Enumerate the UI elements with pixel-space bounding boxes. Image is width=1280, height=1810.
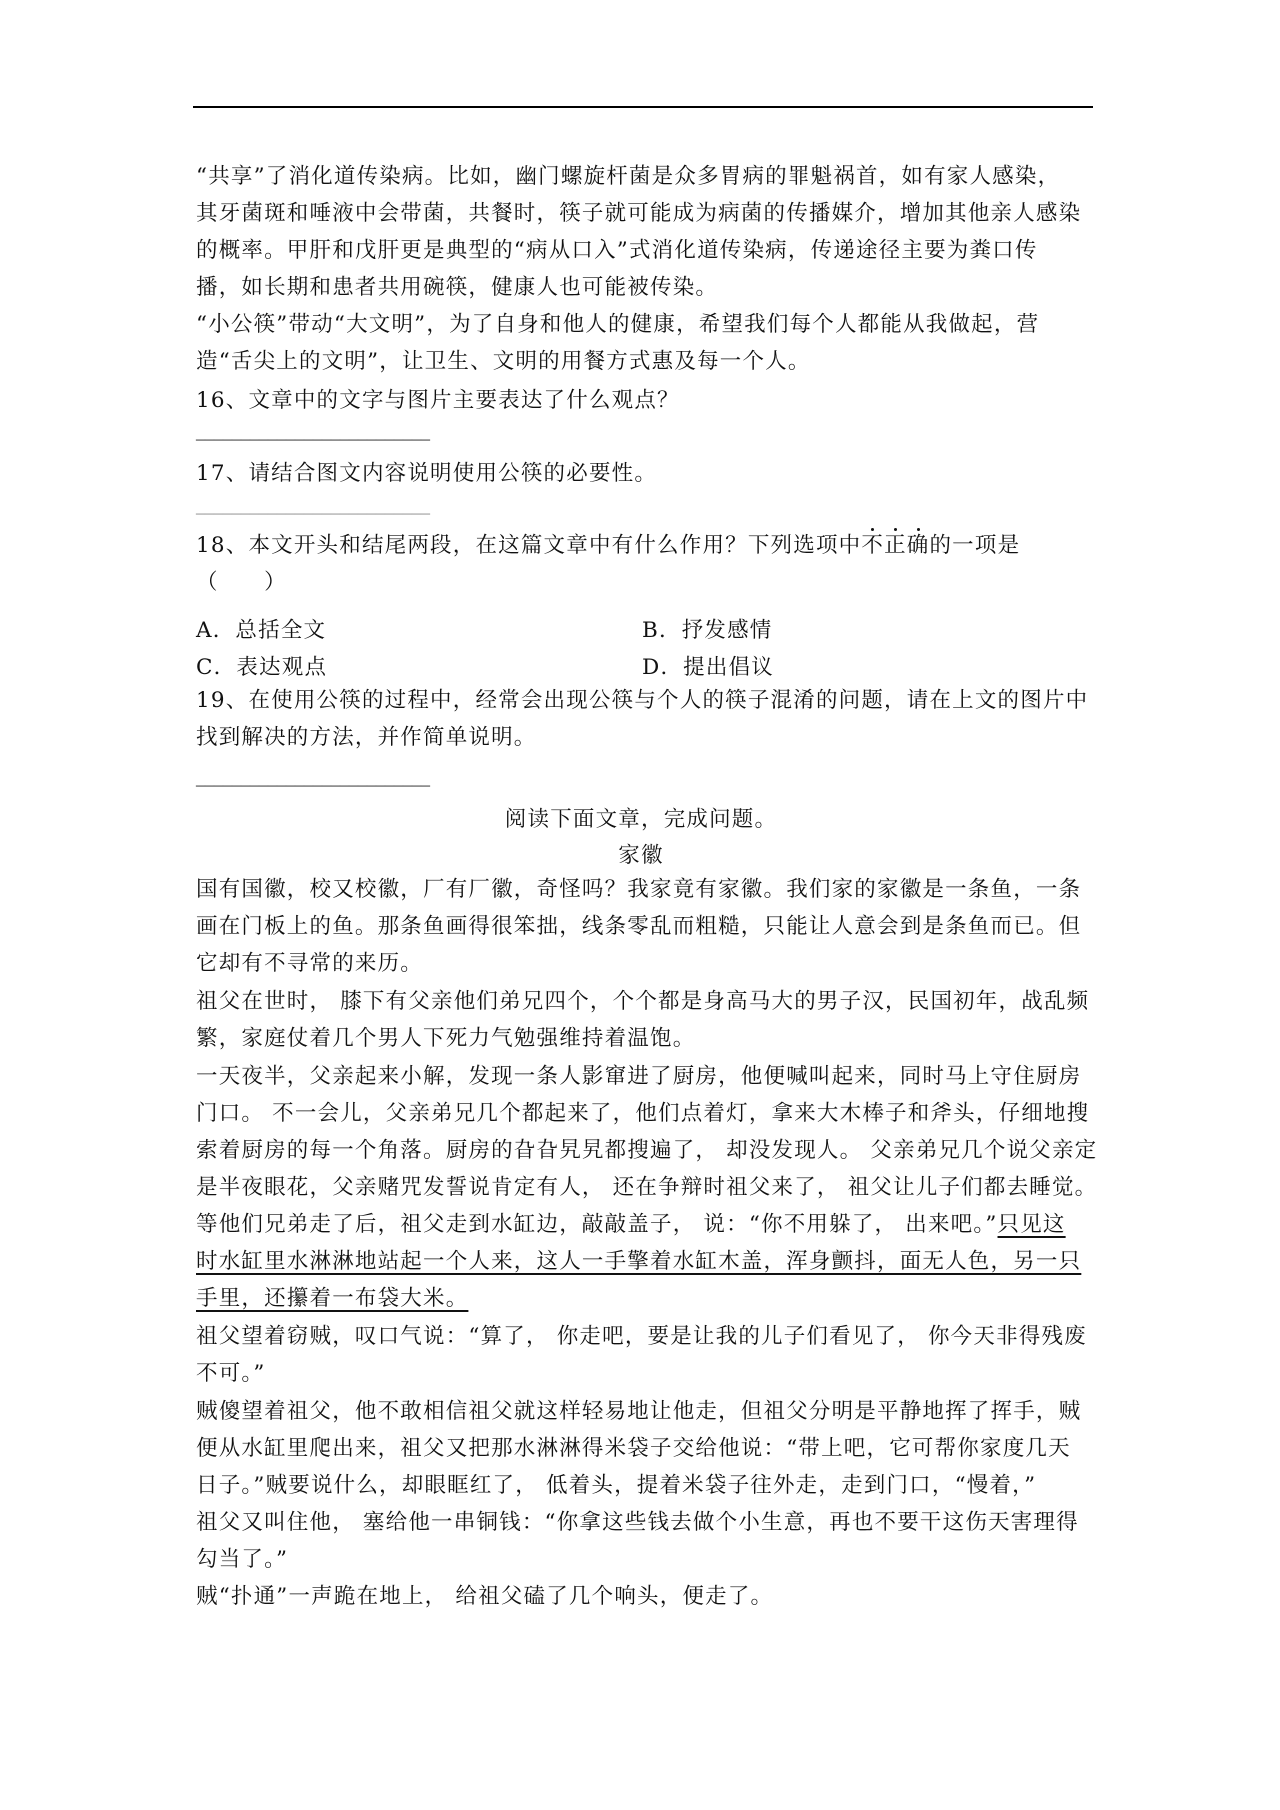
option-a: A．总括全文	[196, 618, 327, 643]
header-rule	[193, 106, 1093, 108]
article-title: 家徽	[618, 843, 664, 868]
answer-blank-19: __________________________	[196, 768, 430, 788]
article-paragraph-4	[196, 1206, 1086, 1317]
underlined-sentence: 只见这	[997, 1212, 1066, 1237]
text-line: 它却有不寻常的来历。	[196, 951, 424, 976]
text-line: “小公筷”带动“大文明”，为了自身和他人的健康，希望我们每个人都能从我做起，营	[196, 312, 1040, 337]
paragraph-civilization	[196, 306, 1086, 380]
text-line: 找到解决的方法，并作简单说明。	[196, 725, 537, 750]
text-line: 门口。 不一会儿，父亲弟兄几个都起来了，他们点着灯，拿来大木棒子和斧头，仔细地搜	[196, 1101, 1090, 1126]
text-line: 便从水缸里爬出来，祖父又把那水淋淋得米袋子交给他说：“带上吧，它可帮你家度几天	[196, 1436, 1071, 1461]
question-16	[196, 382, 1086, 419]
question-18-text: 18、本文开头和结尾两段，在这篇文章中有什么作用？下列选项中不正确的一项是	[196, 533, 1021, 558]
question-19	[196, 682, 1089, 756]
article-paragraph-6	[196, 1393, 1086, 1578]
question-17-text: 17、请结合图文内容说明使用公筷的必要性。	[196, 461, 658, 486]
text-line: 国有国徽，校又校徽，厂有厂徽，奇怪吗？我家竟有家徽。我们家的家徽是一条鱼，一条	[196, 877, 1082, 902]
text-line: 日子。”贼要说什么，却眼眶红了， 低着头，提着米袋子往外走，走到门口，“慢着，”	[196, 1473, 1037, 1498]
article-paragraph-3	[196, 1058, 1098, 1206]
question-16-text: 16、文章中的文字与图片主要表达了什么观点？	[196, 388, 680, 413]
text-line: “共享”了消化道传染病。比如，幽门螺旋杆菌是众多胃病的罪魁祸首，如有家人感染，	[196, 164, 1061, 189]
text-line: 播，如长期和患者共用碗筷，健康人也可能被传染。	[196, 275, 719, 300]
text-line: 的概率。甲肝和戊肝更是典型的“病从口入”式消化道传染病，传递途径主要为粪口传	[196, 238, 1038, 263]
text-line: 造“舌尖上的文明”，让卫生、文明的用餐方式惠及每一个人。	[196, 349, 811, 374]
answer-parentheses: （ ）	[196, 570, 287, 595]
option-d: D．提出倡议	[642, 655, 774, 680]
underlined-sentence: 时水缸里水淋淋地站起一个人来，这人一手擎着水缸木盖，浑身颤抖，面无人色，另一只	[196, 1249, 1082, 1274]
article-paragraph-1	[196, 871, 1086, 982]
text-line: 祖父在世时， 膝下有父亲他们弟兄四个，个个都是身高马大的男子汉，民国初年，战乱频	[196, 989, 1090, 1014]
text-line: 一天夜半，父亲起来小解，发现一条人影窜进了厨房，他便喊叫起来，同时马上守住厨房	[196, 1064, 1082, 1089]
text-line: 繁，家庭仗着几个男人下死力气勉强维持着温饱。	[196, 1026, 696, 1051]
text-line: 勾当了。”	[196, 1547, 289, 1572]
answer-blank-16: __________________________	[196, 422, 430, 442]
reading-instruction: 阅读下面文章，完成问题。	[504, 807, 778, 832]
emphasis-dot-char: 确	[906, 533, 930, 558]
underlined-sentence: 手里，还攥着一布袋大米。	[196, 1286, 469, 1311]
article-paragraph-2	[196, 983, 1090, 1057]
question-18	[196, 527, 1086, 601]
article-paragraph-5	[196, 1318, 1086, 1392]
text-line: 19、在使用公筷的过程中，经常会出现公筷与个人的筷子混淆的问题，请在上文的图片中	[196, 688, 1089, 713]
question-17	[196, 455, 1086, 492]
text-line: 画在门板上的鱼。那条鱼画得很笨拙，线条零乱而粗糙，只能让人意会到是条鱼而已。但	[196, 914, 1082, 939]
text-line: 祖父又叫住他， 塞给他一串铜钱：“你拿这些钱去做个小生意，再也不要干这伤天害理得	[196, 1510, 1079, 1535]
text-line: 贼“扑通”一声跪在地上， 给祖父磕了几个响头，便走了。	[196, 1584, 774, 1609]
option-c: C．表达观点	[196, 655, 328, 680]
text-line: 其牙菌斑和唾液中会带菌，共餐时，筷子就可能成为病菌的传播媒介，增加其他亲人感染	[196, 201, 1082, 226]
text-line	[196, 1280, 1086, 1317]
paragraph-shared-disease	[196, 158, 1086, 306]
text-line: 等他们兄弟走了后，祖父走到水缸边，敲敲盖子， 说：“你不用躲了， 出来吧。”只见这	[196, 1212, 1066, 1237]
text-line: 祖父望着窃贼，叹口气说：“算了， 你走吧，要是让我的儿子们看见了， 你今天非得残废	[196, 1324, 1087, 1349]
article-paragraph-7	[196, 1578, 1086, 1615]
text-line: 是半夜眼花，父亲赌咒发誓说肯定有人， 还在争辩时祖父来了， 祖父让儿子们都去睡觉。	[196, 1175, 1098, 1200]
answer-blank-17: __________________________	[196, 496, 430, 516]
text-line: 不可。”	[196, 1361, 266, 1386]
text-line: 索着厨房的每一个角落。厨房的旮旮旯旯都搜遍了， 却没发现人。 父亲弟兄几个说父亲定	[196, 1138, 1098, 1163]
emphasis-dot-char: 正	[884, 533, 907, 558]
text-line: 贼傻望着祖父，他不敢相信祖父就这样轻易地让他走，但祖父分明是平静地挥了挥手，贼	[196, 1399, 1082, 1424]
option-b: B．抒发感情	[642, 618, 773, 643]
emphasis-dot-char: 不	[861, 533, 885, 558]
